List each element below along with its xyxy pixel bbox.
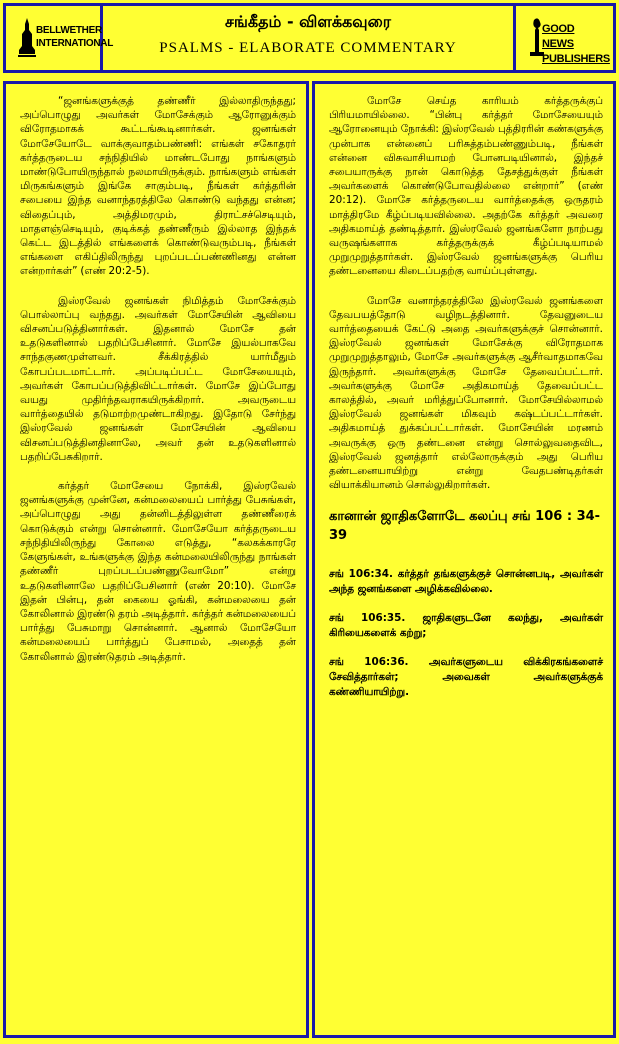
right-column-content (329, 94, 603, 714)
good-news-logo (524, 14, 610, 65)
verse-text: சங் 106:36. அவர்களுடைய விக்கிரகங்களைச் சேவித்தார்கள்; அவைகள் அவர்களுக்குக் கண்ணியாயிற்று. (329, 656, 603, 699)
left-paragraph: இஸ்ரவேல் ஜனங்கள் நிமித்தம் மோசேக்கும் பொல்லாப்பு வந்தது. அவர்கள் மோசேயின் ஆவியை விசனப்படுத்தினார்கள். இதனால் மோசே தன் உதடுகளினால் பதறிப்பேசினார். மோசே இயல்பாகவே சாந்தகுணமுள்ளவர். சீக்கிரத்தில் யார்மீதும் கோபப்படமாட்டார். அப்படிப்பட்ட மோசேயையும், அவர்கள் கோபப்படுத்திவிட்டார்கள். மோசே இப்போது வயது முதிர்ந்தவராகயிருக்கிறார். அவருடைய வார்த்தையில் தடுமாற்றமுண்டாகிறது. இதோடு சேர்ந்து இஸ்ரவேல் ஜனங்கள் மோசேயின் ஆவியை விசனப்படுத்தினதினாலே, அவர் தன் உதடுகளினால் பதறிப்பேசுகிறார். (20, 294, 296, 463)
good-news-logo-text: GOOD NEWS PUBLISHERS (542, 23, 610, 65)
verse-text: சங் 106:35. ஜாதிகளுடனே கலந்து, அவர்கள் கிரியைகளைக் கற்று; (329, 612, 603, 640)
section-heading: கானான் ஜாதிகளோடே கலப்பு சங் 106 : 34-39 (329, 509, 601, 544)
left-paragraph: “ஜனங்களுக்குத் தண்ணீர் இல்லாதிருந்தது; அப்பொழுது அவர்கள் மோசேக்கும் ஆரோனுக்கும் விரோதமாகக் கூட்டங்கூடினார்கள். ஜனங்கள் மோசேயோடே வாக்குவாதம்பண்ணி: எங்கள் சகோதரர் கர்த்தருடைய சந்நிதியில் மாண்டபோது நாங்களும் மாண்டுபோயிருந்தால் நலமாயிருக்கும். நாங்களும் எங்கள் மிருகங்களும் இங்கே சாகும்படி, நீங்கள் கர்த்தரின் சபையை இந்த வனாந்தரத்திலே கொண்டு வந்தது என்ன; விதைப்பும், அத்திமரமும், திராட்சச்செடியும், மாதளஞ்செடியும், குடிக்கத் தண்ணீரும் இல்லாத இந்தக் கெட்ட இடத்தில் எங்களைக் கொண்டுவரும்படி, நீங்கள் எங்களை எகிப்திலிருந்து புறப்படப்பண்ணினது என்ன என்றார்கள்” (எண் 20:2-5). (20, 95, 296, 278)
title-tamil: சங்கீதம் - விளக்கவுரை (224, 12, 391, 31)
title-english: PSALMS - ELABORATE COMMENTARY (159, 40, 457, 56)
left-column-content (20, 94, 296, 679)
header-title-box (103, 6, 516, 70)
left-column (3, 81, 309, 1038)
header-right-logo-box (516, 6, 613, 70)
left-paragraph: கர்த்தர் மோசேயை நோக்கி, இஸ்ரவேல் ஜனங்களுக்கு முன்னே, கன்மலையைப் பார்த்து பேசுங்கள், அப்பொழுது அது தன்னிடத்திலுள்ள தண்ணீரைக் கொடுக்கும் என்று சொன்னார். மோசேயோ கர்த்தருடைய சந்நிதியிலிருந்து கோலை எடுத்து, “கலகக்காரரே கேளுங்கள், உங்களுக்கு இந்த கன்மலையிலிருந்து நாங்கள் தண்ணீர் புறப்படப்பண்ணுவோமோ” என்று உதடுகளினாலே பதறிப்பேசினார் (எண் 20:10). மோசே இதன் பின்பு, தன் கையை ஓங்கி, கன்மலையை தன் கோலினால் இரண்டு தரம் அடித்தார். கர்த்தர் கன்மலையைப் பார்த்து பேசுமாறு சொன்னார். ஆனால் மோசேயோ கன்மலையைப் பார்த்துப் பேசாமல், அதைத் தன் கோலினால் இரண்டுதரம் அடித்தார். (20, 480, 296, 663)
header-left-logo-box (6, 6, 114, 70)
right-column (312, 81, 616, 1038)
bellwether-logo-text: BELLWETHER INTERNATIONAL (36, 25, 114, 49)
verse-text: சங் 106:34. கர்த்தர் தங்களுக்குச் சொன்னபடி, அவர்கள் அந்த ஜனங்களை அழிக்கவில்லை. (329, 568, 603, 596)
page-header (3, 3, 616, 73)
right-paragraph: மோசே வனாந்தரத்திலே இஸ்ரவேல் ஜனங்களை தேவபயத்தோடு வழிநடத்தினார். தேவனுடைய வார்த்தையைக் கேட்டு அதை அவர்களுக்குச் சொன்னார். இஸ்ரவேல் ஜனங்கள் மோசேக்கு விரோதமாக முறுமுறுத்தாலும், மோசே அவர்களுக்கு ஆசீர்வாதமாகவே இருந்தார். அவர்களுக்கு மோசே தேவைப்பட்டார். அவர்களுக்கு மோசே அதிகமாய்த் தேவைப்பட்ட காலத்தில், அவர் மரித்துப்போனார். மோசேயில்லாமல் இஸ்ரவேல் ஜனங்கள் மிகவும் கஷ்டப்பட்டார்கள். அதிகமாய்த் துக்கப்பட்டார்கள். மோசேயின் மரணம் அவருக்கு ஒரு தண்டனை என்று சொல்லுவதைவிட, இஸ்ரவேல் ஜனத்தார் எல்லோருக்கும் அது பெரிய தண்டனையாயிற்று என்று வேதபண்டிதர்கள் வியாக்கியானம் சொல்லுகிறார்கள். (329, 294, 603, 492)
bell-icon (16, 16, 38, 58)
right-paragraph: மோசே செய்த காரியம் கர்த்தருக்குப் பிரியமாயில்லை. “பின்பு கர்த்தர் மோசேயையும் ஆரோனையும் நோக்கி: இஸ்ரவேல் புத்திரரின் கண்களுக்கு முன்பாக என்னைப் பரிசுத்தம்பண்ணும்படி, நீங்கள் என்னை விசுவாசியாமற் போனபடியினால், இந்தச் சபையாருக்கு நான் கொடுத்த தேசத்துக்குள் நீங்கள் அவர்களைக் கொண்டுபோவதில்லை என்றார்” (எண் 20:12). மோசே கர்த்தருடைய வார்த்தைக்கு ஒருதரம் மாத்திரமே கீழ்ப்படியவில்லை. அதற்கே கர்த்தர் அவரை அதிகமாய்த் தண்டித்தார். இஸ்ரவேல் ஜனங்களோ நாற்பது வருஷங்களாக கர்த்தருக்குக் கீழ்ப்படியாமல் முறுமுறுத்தார்கள். இஸ்ரவேல் ஜனங்களுக்கு பெரிய தண்டனையை கிடைப்பதற்கு வாய்ப்புள்ளது. (329, 95, 603, 278)
bellwether-logo (14, 14, 114, 62)
